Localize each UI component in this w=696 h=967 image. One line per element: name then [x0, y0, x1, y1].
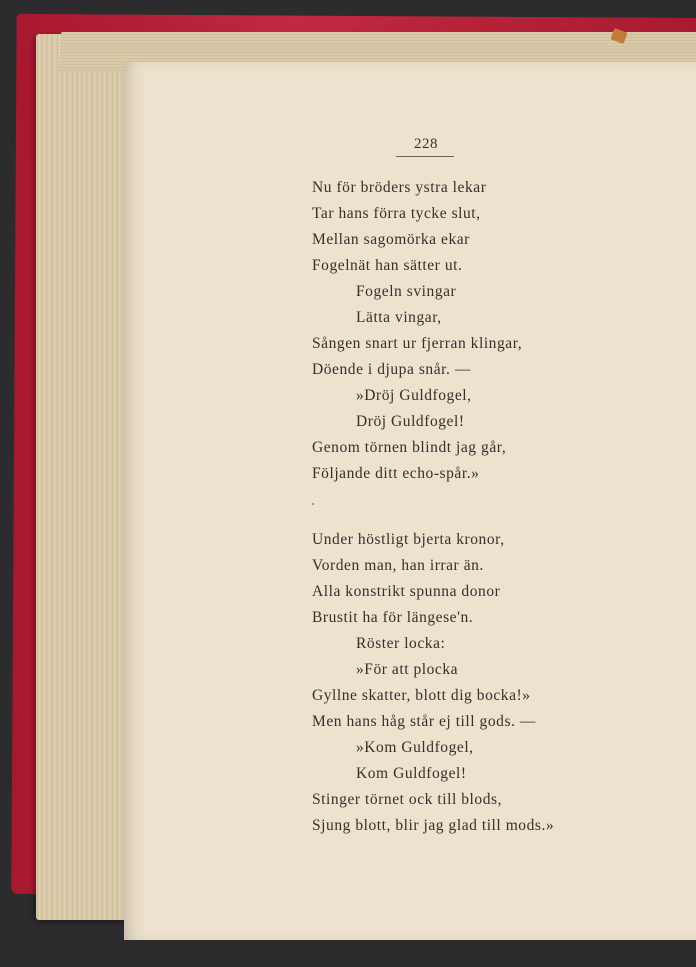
poem-line: Sjung blott, blir jag glad till mods.» — [312, 817, 555, 834]
page-number: 228 — [414, 136, 438, 152]
poem-line: Gyllne skatter, blott dig bocka!» — [312, 687, 531, 704]
poem-line: »Kom Guldfogel, — [356, 739, 474, 756]
page-number-rule — [396, 156, 454, 157]
poem-line: Kom Guldfogel! — [356, 765, 467, 782]
paper-speck — [312, 503, 314, 505]
poem-line: Sången snart ur fjerran klingar, — [312, 335, 523, 352]
stanza-1 — [312, 175, 522, 487]
poem-line: Fogelnät han sätter ut. — [312, 257, 463, 274]
poem-line: Mellan sagomörka ekar — [312, 231, 470, 248]
poem-line: Brustit ha för längese'n. — [312, 609, 474, 626]
poem-line: Röster locka: — [356, 635, 446, 652]
poem-line: Tar hans förra tycke slut, — [312, 205, 481, 222]
poem-line: Nu för bröders ystra lekar — [312, 179, 487, 196]
poem-line: Följande ditt echo-spår.» — [312, 465, 480, 482]
poem-line: Lätta vingar, — [356, 309, 442, 326]
poem-line: Fogeln svingar — [356, 283, 457, 300]
poem-line: »Dröj Guldfogel, — [356, 387, 472, 404]
stanza-2 — [312, 527, 554, 839]
poem-line: »För att plocka — [356, 661, 459, 678]
poem-line: Genom törnen blindt jag går, — [312, 439, 507, 456]
poem-line: Alla konstrikt spunna donor — [312, 583, 501, 600]
poem-line: Dröj Guldfogel! — [356, 413, 465, 430]
poem-line: Vorden man, han irrar än. — [312, 557, 484, 574]
poem-line: Under höstligt bjerta kronor, — [312, 531, 505, 548]
poem-line: Stinger törnet ock till blods, — [312, 791, 502, 808]
poem-line: Döende i djupa snår. — — [312, 361, 471, 378]
poem-line: Men hans håg står ej till gods. — — [312, 713, 536, 730]
